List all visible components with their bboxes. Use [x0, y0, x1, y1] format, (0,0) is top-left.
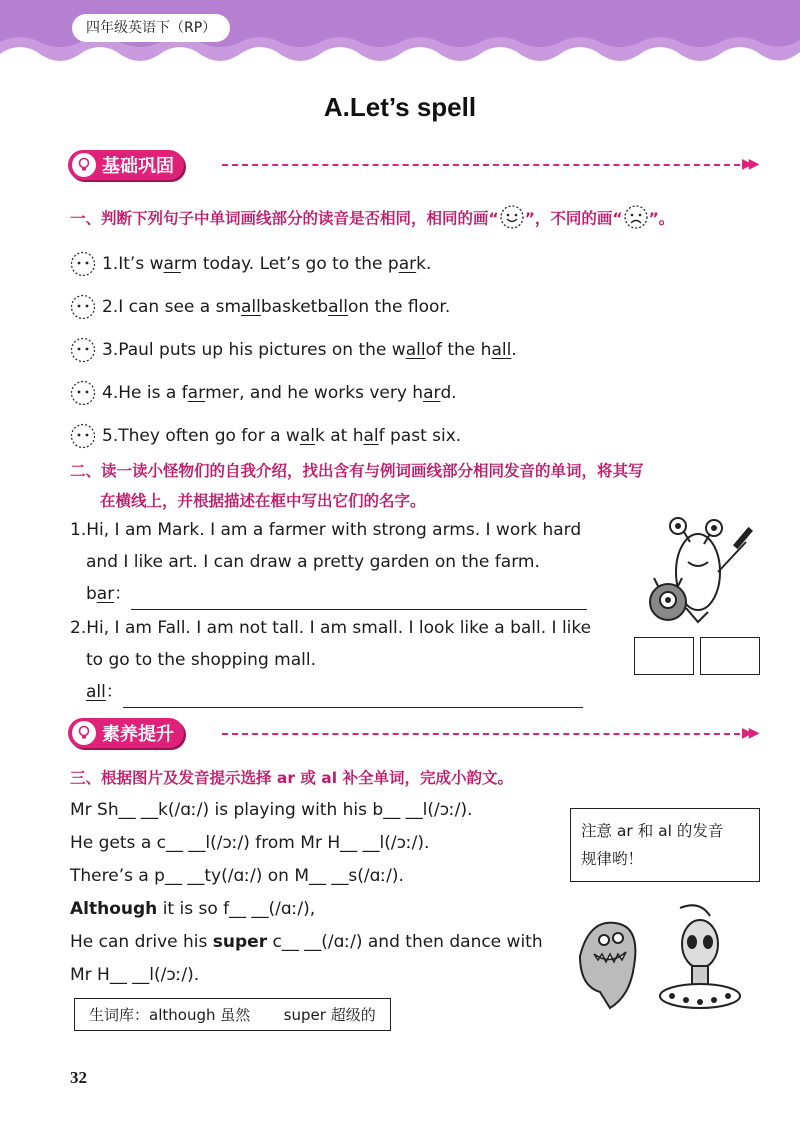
double-arrow-icon: ▶▶	[742, 156, 756, 172]
rhyme-text	[70, 794, 570, 992]
rhyme-line-2: He gets a c__ __l(/ɔː/) from Mr H__ __l(/ɔː/).	[70, 833, 430, 853]
part1-instruction: 一、判断下列句子中单词画线部分的读音是否相同，相同的画“ ”，不同的画“ ”。	[70, 204, 790, 234]
rhyme-line-6: Mr H__ __l(/ɔː/).	[70, 965, 200, 985]
answer-face-blank-icon[interactable]	[70, 337, 96, 363]
monster-intro-1: 1.Hi, I am Mark. I am a farmer with strong arms. I work hard and I like art. I can draw a pretty garden on the farm. bar：	[70, 514, 630, 610]
section-divider	[222, 733, 740, 735]
name-box-2[interactable]	[700, 637, 760, 675]
rhyme-line-3: There’s a p__ __ty(/ɑː/) on M__ __s(/ɑː/).	[70, 866, 404, 886]
judge-item-5: 5. They often go for a w al k at h al f past six.	[70, 414, 770, 457]
judge-item-1: 1. It’s w ar m today. Let’s go to the p ar k.	[70, 242, 770, 285]
rhyme-line-4: Although it is so f__ __(/ɑː/),	[70, 899, 316, 919]
answer-face-blank-icon[interactable]	[70, 423, 96, 449]
section-divider	[222, 164, 740, 166]
judge-item-2: 2. I can see a sm all basketb all on the floor.	[70, 285, 770, 328]
monsters-illustration	[628, 512, 768, 632]
double-arrow-icon: ▶▶	[742, 725, 756, 741]
smile-face-icon	[499, 204, 525, 234]
judge-item-4: 4. He is a f ar mer, and he works very h ar d.	[70, 371, 770, 414]
rhyme-line-1: Mr Sh__ __k(/ɑː/) is playing with his b__ __l(/ɔː/).	[70, 800, 473, 820]
section-badge-advanced	[68, 716, 184, 750]
shark-alien-illustration	[560, 896, 760, 1016]
page-number: 32	[70, 1068, 87, 1087]
monster-intro-2: 2.Hi, I am Fall. I am not tall. I am small. I look like a ball. I like to go to the shopping mall. all：	[70, 612, 630, 708]
lesson-title: A.Let’s spell	[323, 92, 477, 122]
series-tag: 四年级英语下（RP）	[72, 14, 230, 42]
part2-instruction: 二、读一读小怪物们的自我介绍，找出含有与例词画线部分相同发音的单词，将其写 在横线上，并根据描述在框中写出它们的名字。	[70, 462, 644, 510]
rhyme-line-5: He can drive his super c__ __(/ɑː/) and then dance with	[70, 932, 543, 952]
lightbulb-icon	[72, 153, 96, 177]
sad-face-icon	[623, 204, 649, 234]
lightbulb-icon	[72, 721, 96, 745]
name-box-1[interactable]	[634, 637, 694, 675]
answer-face-blank-icon[interactable]	[70, 380, 96, 406]
judge-item-3: 3. Paul puts up his pictures on the w all of the h all .	[70, 328, 770, 371]
section-badge-label: 基础巩固	[102, 156, 174, 177]
part1-items	[70, 242, 770, 457]
answer-face-blank-icon[interactable]	[70, 294, 96, 320]
part3-instruction: 三、根据图片及发音提示选择 ar 或 al 补全单词，完成小韵文。	[70, 769, 513, 787]
answer-face-blank-icon[interactable]	[70, 251, 96, 277]
answer-line-bar[interactable]	[131, 591, 587, 610]
tip-box: 注意 ar 和 al 的发音 规律哟！	[570, 808, 760, 882]
section-badge-basic	[68, 148, 184, 182]
section-badge-label: 素养提升	[102, 724, 174, 745]
answer-line-all[interactable]	[123, 689, 583, 708]
vocabulary-box: 生词库：although 虽然 super 超级的	[74, 998, 391, 1031]
